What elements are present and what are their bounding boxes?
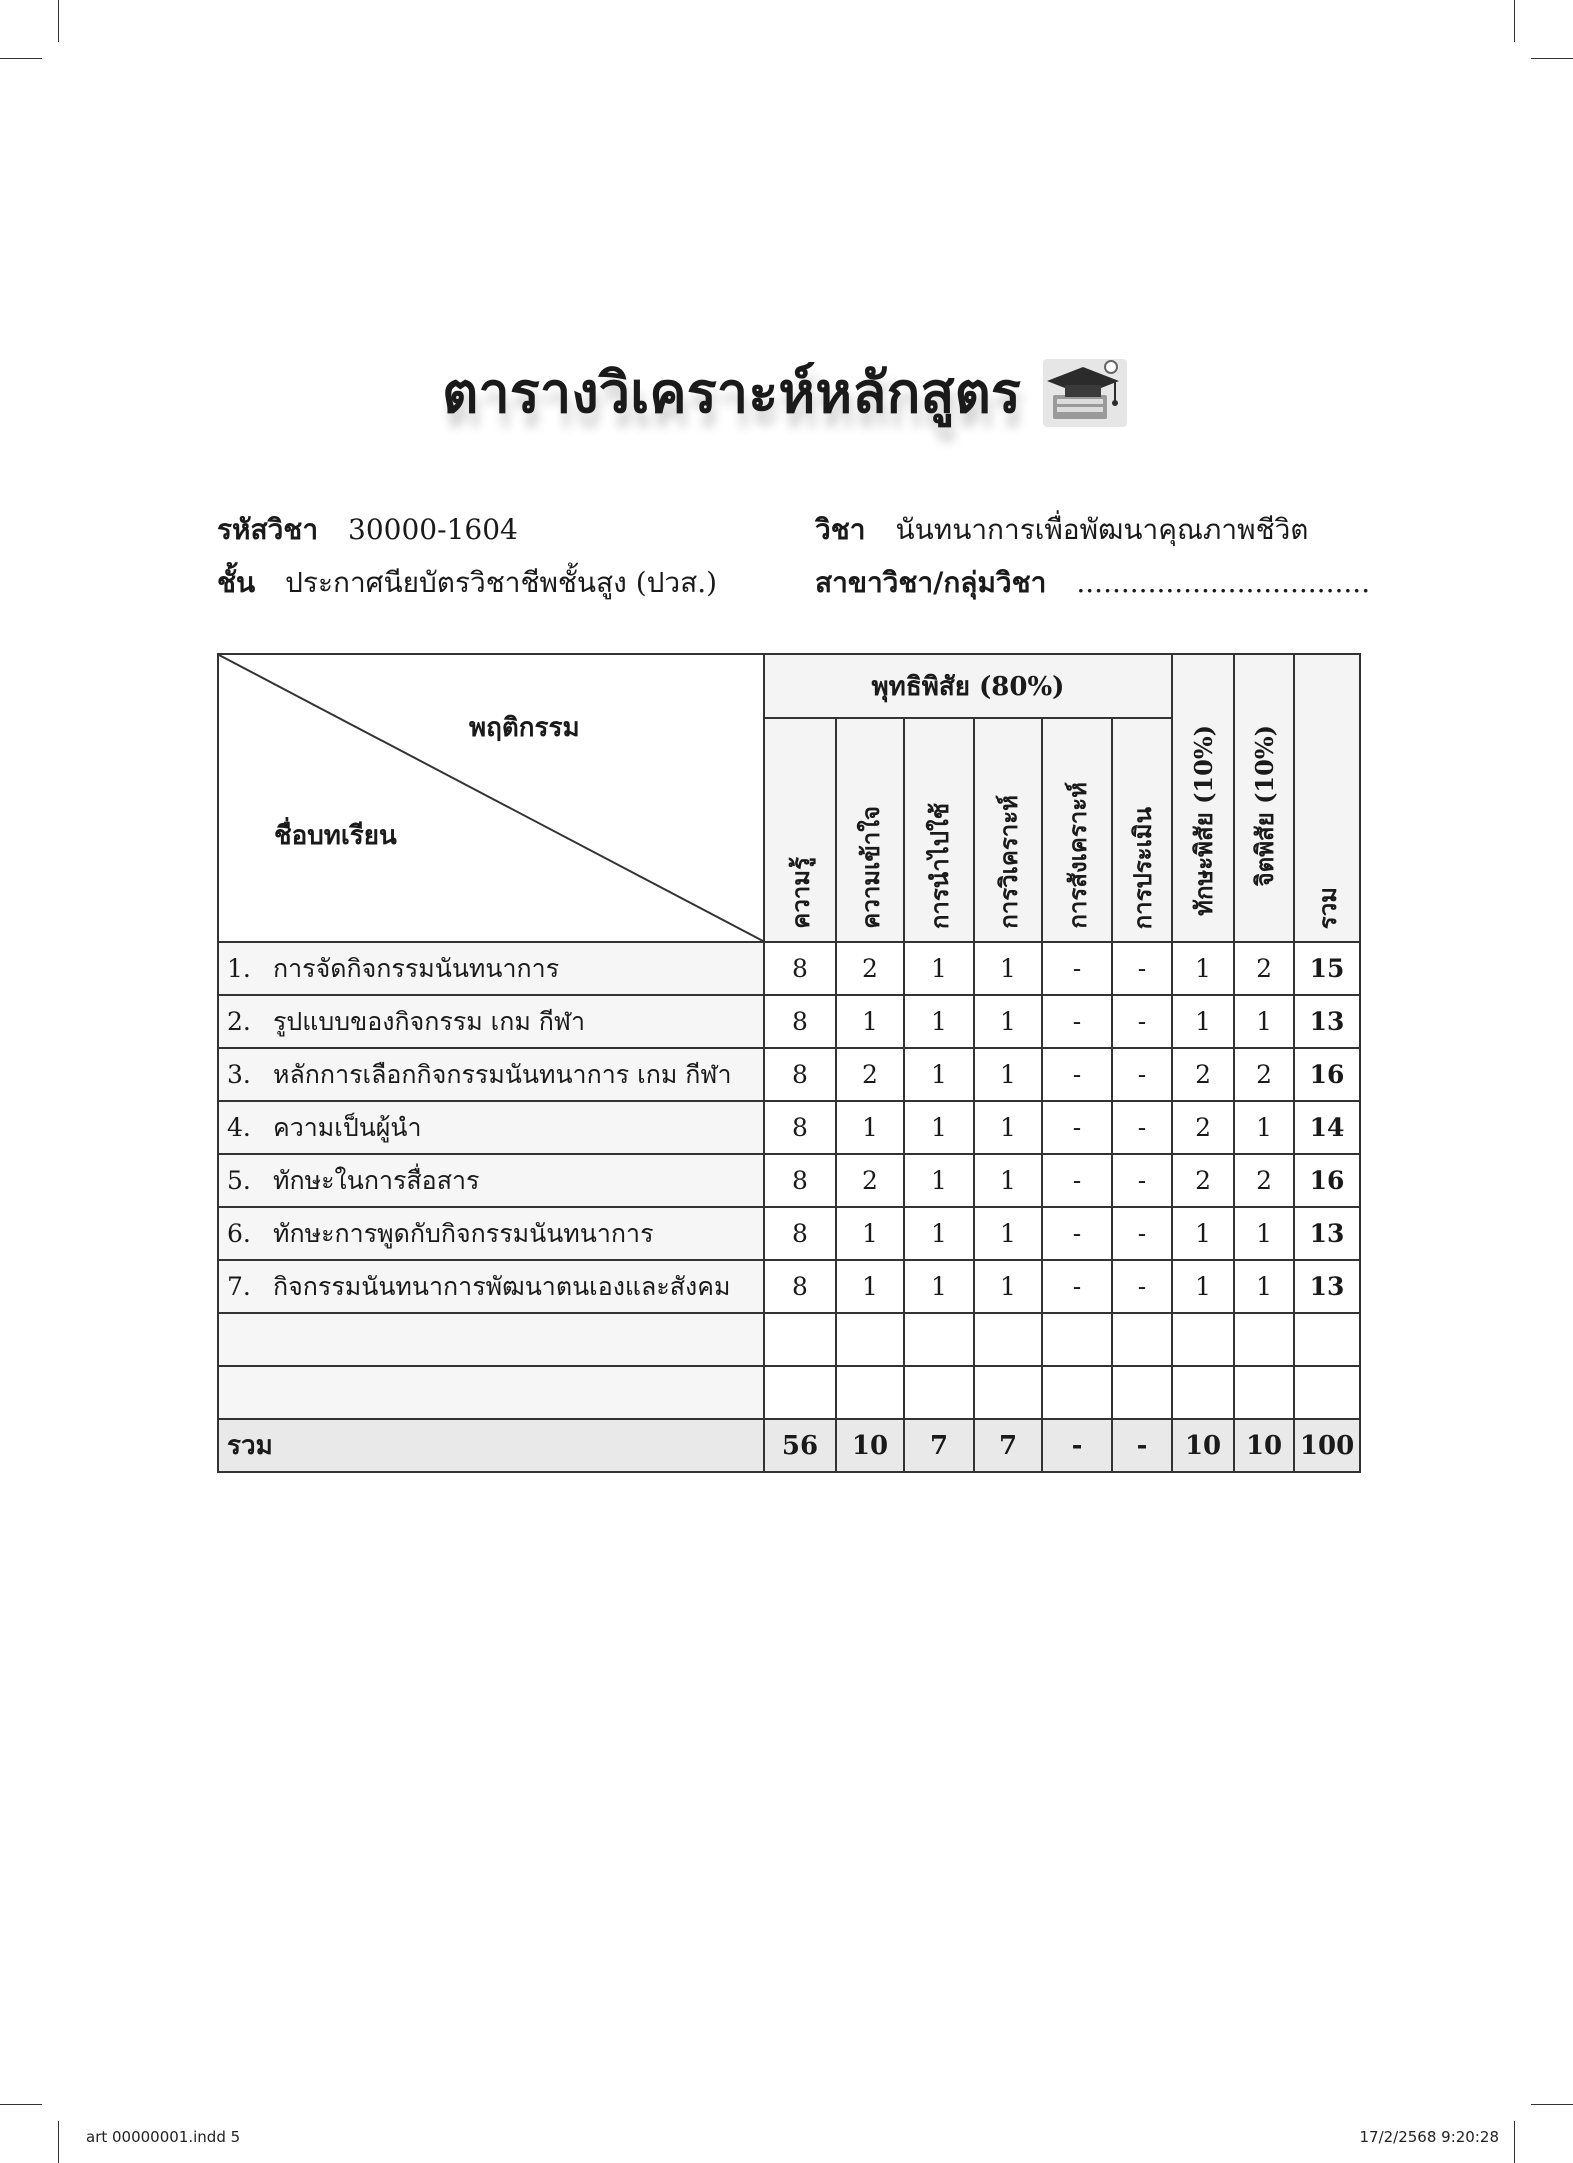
table-cell: 1 [1234, 1207, 1294, 1260]
crop-mark [58, 0, 59, 42]
table-cell: 1 [1172, 995, 1234, 1048]
table-cell: - [1112, 1260, 1172, 1313]
behavior-header: พฤติกรรม [469, 713, 580, 743]
table-row [218, 995, 1360, 1048]
table-cell: 8 [764, 1101, 836, 1154]
table-cell: 1 [904, 1154, 974, 1207]
table-cell: 2 [836, 1048, 904, 1101]
table-cell: 1 [974, 995, 1042, 1048]
table-cell: 1 [904, 1101, 974, 1154]
crop-mark [1514, 0, 1515, 42]
column-header: จิตพิสัย (10%) [1234, 654, 1294, 942]
cognitive-domain-header: พุทธิพิสัย (80%) [764, 654, 1172, 718]
empty-row [218, 1366, 1360, 1419]
table-row [218, 1207, 1360, 1260]
column-header: ความรู้ [764, 718, 836, 942]
table-cell: 1 [1172, 1260, 1234, 1313]
course-code-label: รหัสวิชา [217, 513, 319, 546]
lesson-name: 5. ทักษะในการสื่อสาร [218, 1154, 764, 1207]
level-value: ประกาศนียบัตรวิชาชีพชั้นสูง (ปวส.) [285, 566, 718, 599]
table-cell: 8 [764, 1260, 836, 1313]
table-cell: 1 [904, 1260, 974, 1313]
sum-cell: 7 [974, 1419, 1042, 1472]
table-cell: 1 [836, 995, 904, 1048]
sum-cell: 10 [1172, 1419, 1234, 1472]
course-code [217, 508, 518, 552]
table-cell: 1 [974, 1101, 1042, 1154]
table-cell: 8 [764, 1048, 836, 1101]
table-cell: 1 [904, 942, 974, 995]
lesson-name: 2. รูปแบบของกิจกรรม เกม กีฬา [218, 995, 764, 1048]
table-cell: 1 [974, 1048, 1042, 1101]
lesson-name: 1. การจัดกิจกรรมนันทนาการ [218, 942, 764, 995]
sum-row [218, 1419, 1360, 1472]
table-cell: 1 [836, 1101, 904, 1154]
diagonal-header-cell [218, 654, 764, 942]
sum-cell: 100 [1294, 1419, 1360, 1472]
table-cell: 1 [836, 1207, 904, 1260]
row-total: 13 [1294, 1260, 1360, 1313]
table-cell: - [1042, 1260, 1112, 1313]
table-row [218, 1154, 1360, 1207]
table-row [218, 1101, 1360, 1154]
lesson-name: 6. ทักษะการพูดกับกิจกรรมนันทนาการ [218, 1207, 764, 1260]
course-level [217, 561, 717, 605]
table-cell: - [1042, 1154, 1112, 1207]
level-label: ชั้น [217, 566, 256, 599]
lesson-name: 3. หลักการเลือกกิจกรรมนันทนาการ เกม กีฬา [218, 1048, 764, 1101]
crop-mark [0, 58, 42, 59]
branch-value: ................................. [1076, 566, 1371, 599]
table-cell: 1 [1234, 1260, 1294, 1313]
column-header: การวิเคราะห์ [974, 718, 1042, 942]
table-cell: 1 [1234, 1101, 1294, 1154]
table-cell: - [1042, 1207, 1112, 1260]
column-header: การสังเคราะห์ [1042, 718, 1112, 942]
table-cell: 1 [974, 1260, 1042, 1313]
course-branch [815, 561, 1370, 605]
table-cell: - [1042, 995, 1112, 1048]
crop-mark [1531, 2104, 1573, 2105]
sum-cell: 56 [764, 1419, 836, 1472]
course-code-value: 30000-1604 [348, 513, 518, 546]
table-cell: 2 [1234, 942, 1294, 995]
table-cell: 1 [904, 1207, 974, 1260]
row-total: 13 [1294, 1207, 1360, 1260]
table-cell: - [1112, 1048, 1172, 1101]
table-cell: 8 [764, 942, 836, 995]
table-cell: - [1042, 1048, 1112, 1101]
row-total: 14 [1294, 1101, 1360, 1154]
sum-label: รวม [218, 1419, 764, 1472]
sum-cell: 10 [1234, 1419, 1294, 1472]
table-cell: - [1042, 942, 1112, 995]
table-cell: 1 [1172, 1207, 1234, 1260]
table-cell: 1 [904, 995, 974, 1048]
table-row [218, 1048, 1360, 1101]
sum-cell: 7 [904, 1419, 974, 1472]
lesson-name: 4. ความเป็นผู้นำ [218, 1101, 764, 1154]
subject-label: วิชา [815, 513, 866, 546]
graduation-cap-icon [1039, 355, 1131, 431]
table-cell: - [1042, 1101, 1112, 1154]
table-cell: 1 [1234, 995, 1294, 1048]
footer-file: art 00000001.indd 5 [86, 2128, 241, 2146]
column-header: การประเมิน [1112, 718, 1172, 942]
table-cell: - [1112, 1207, 1172, 1260]
row-total: 13 [1294, 995, 1360, 1048]
page-title: ตารางวิเคราะห์หลักสูตร [441, 361, 1021, 426]
crop-mark [1514, 2121, 1515, 2163]
table-cell: 1 [836, 1260, 904, 1313]
table-cell: 8 [764, 995, 836, 1048]
table-cell: 2 [1234, 1048, 1294, 1101]
crop-mark [58, 2121, 59, 2163]
table-cell: 2 [1172, 1101, 1234, 1154]
table-cell: 1 [904, 1048, 974, 1101]
curriculum-analysis-table [217, 653, 1361, 1473]
table-cell: 8 [764, 1154, 836, 1207]
table-cell: 8 [764, 1207, 836, 1260]
table-cell: 1 [974, 1207, 1042, 1260]
sum-cell: - [1112, 1419, 1172, 1472]
table-cell: - [1112, 995, 1172, 1048]
table-row [218, 1260, 1360, 1313]
table-cell: 2 [1234, 1154, 1294, 1207]
title-block [0, 348, 1573, 437]
lesson-name-header: ชื่อบทเรียน [274, 821, 397, 851]
sum-cell: - [1042, 1419, 1112, 1472]
table-cell: 2 [836, 1154, 904, 1207]
column-header: ทักษะพิสัย (10%) [1172, 654, 1234, 942]
crop-mark [1531, 58, 1573, 59]
row-total: 15 [1294, 942, 1360, 995]
table-cell: 2 [1172, 1154, 1234, 1207]
lesson-name: 7. กิจกรรมนันทนาการพัฒนาตนเองและสังคม [218, 1260, 764, 1313]
empty-row [218, 1313, 1360, 1366]
footer-date: 17/2/2568 9:20:28 [1359, 2128, 1499, 2146]
table-cell: - [1112, 1154, 1172, 1207]
table-cell: 1 [974, 1154, 1042, 1207]
subject-value: นันทนาการเพื่อพัฒนาคุณภาพชีวิต [895, 513, 1309, 546]
table-cell: 2 [1172, 1048, 1234, 1101]
table-row [218, 942, 1360, 995]
course-subject [815, 508, 1308, 552]
sum-cell: 10 [836, 1419, 904, 1472]
column-header: ความเข้าใจ [836, 718, 904, 942]
table-cell: - [1112, 942, 1172, 995]
column-header: การนำไปใช้ [904, 718, 974, 942]
row-total: 16 [1294, 1048, 1360, 1101]
table-cell: 1 [1172, 942, 1234, 995]
table-cell: 2 [836, 942, 904, 995]
crop-mark [0, 2104, 42, 2105]
table-cell: 1 [974, 942, 1042, 995]
table-cell: - [1112, 1101, 1172, 1154]
column-header: รวม [1294, 654, 1360, 942]
row-total: 16 [1294, 1154, 1360, 1207]
branch-label: สาขาวิชา/กลุ่มวิชา [815, 566, 1047, 599]
